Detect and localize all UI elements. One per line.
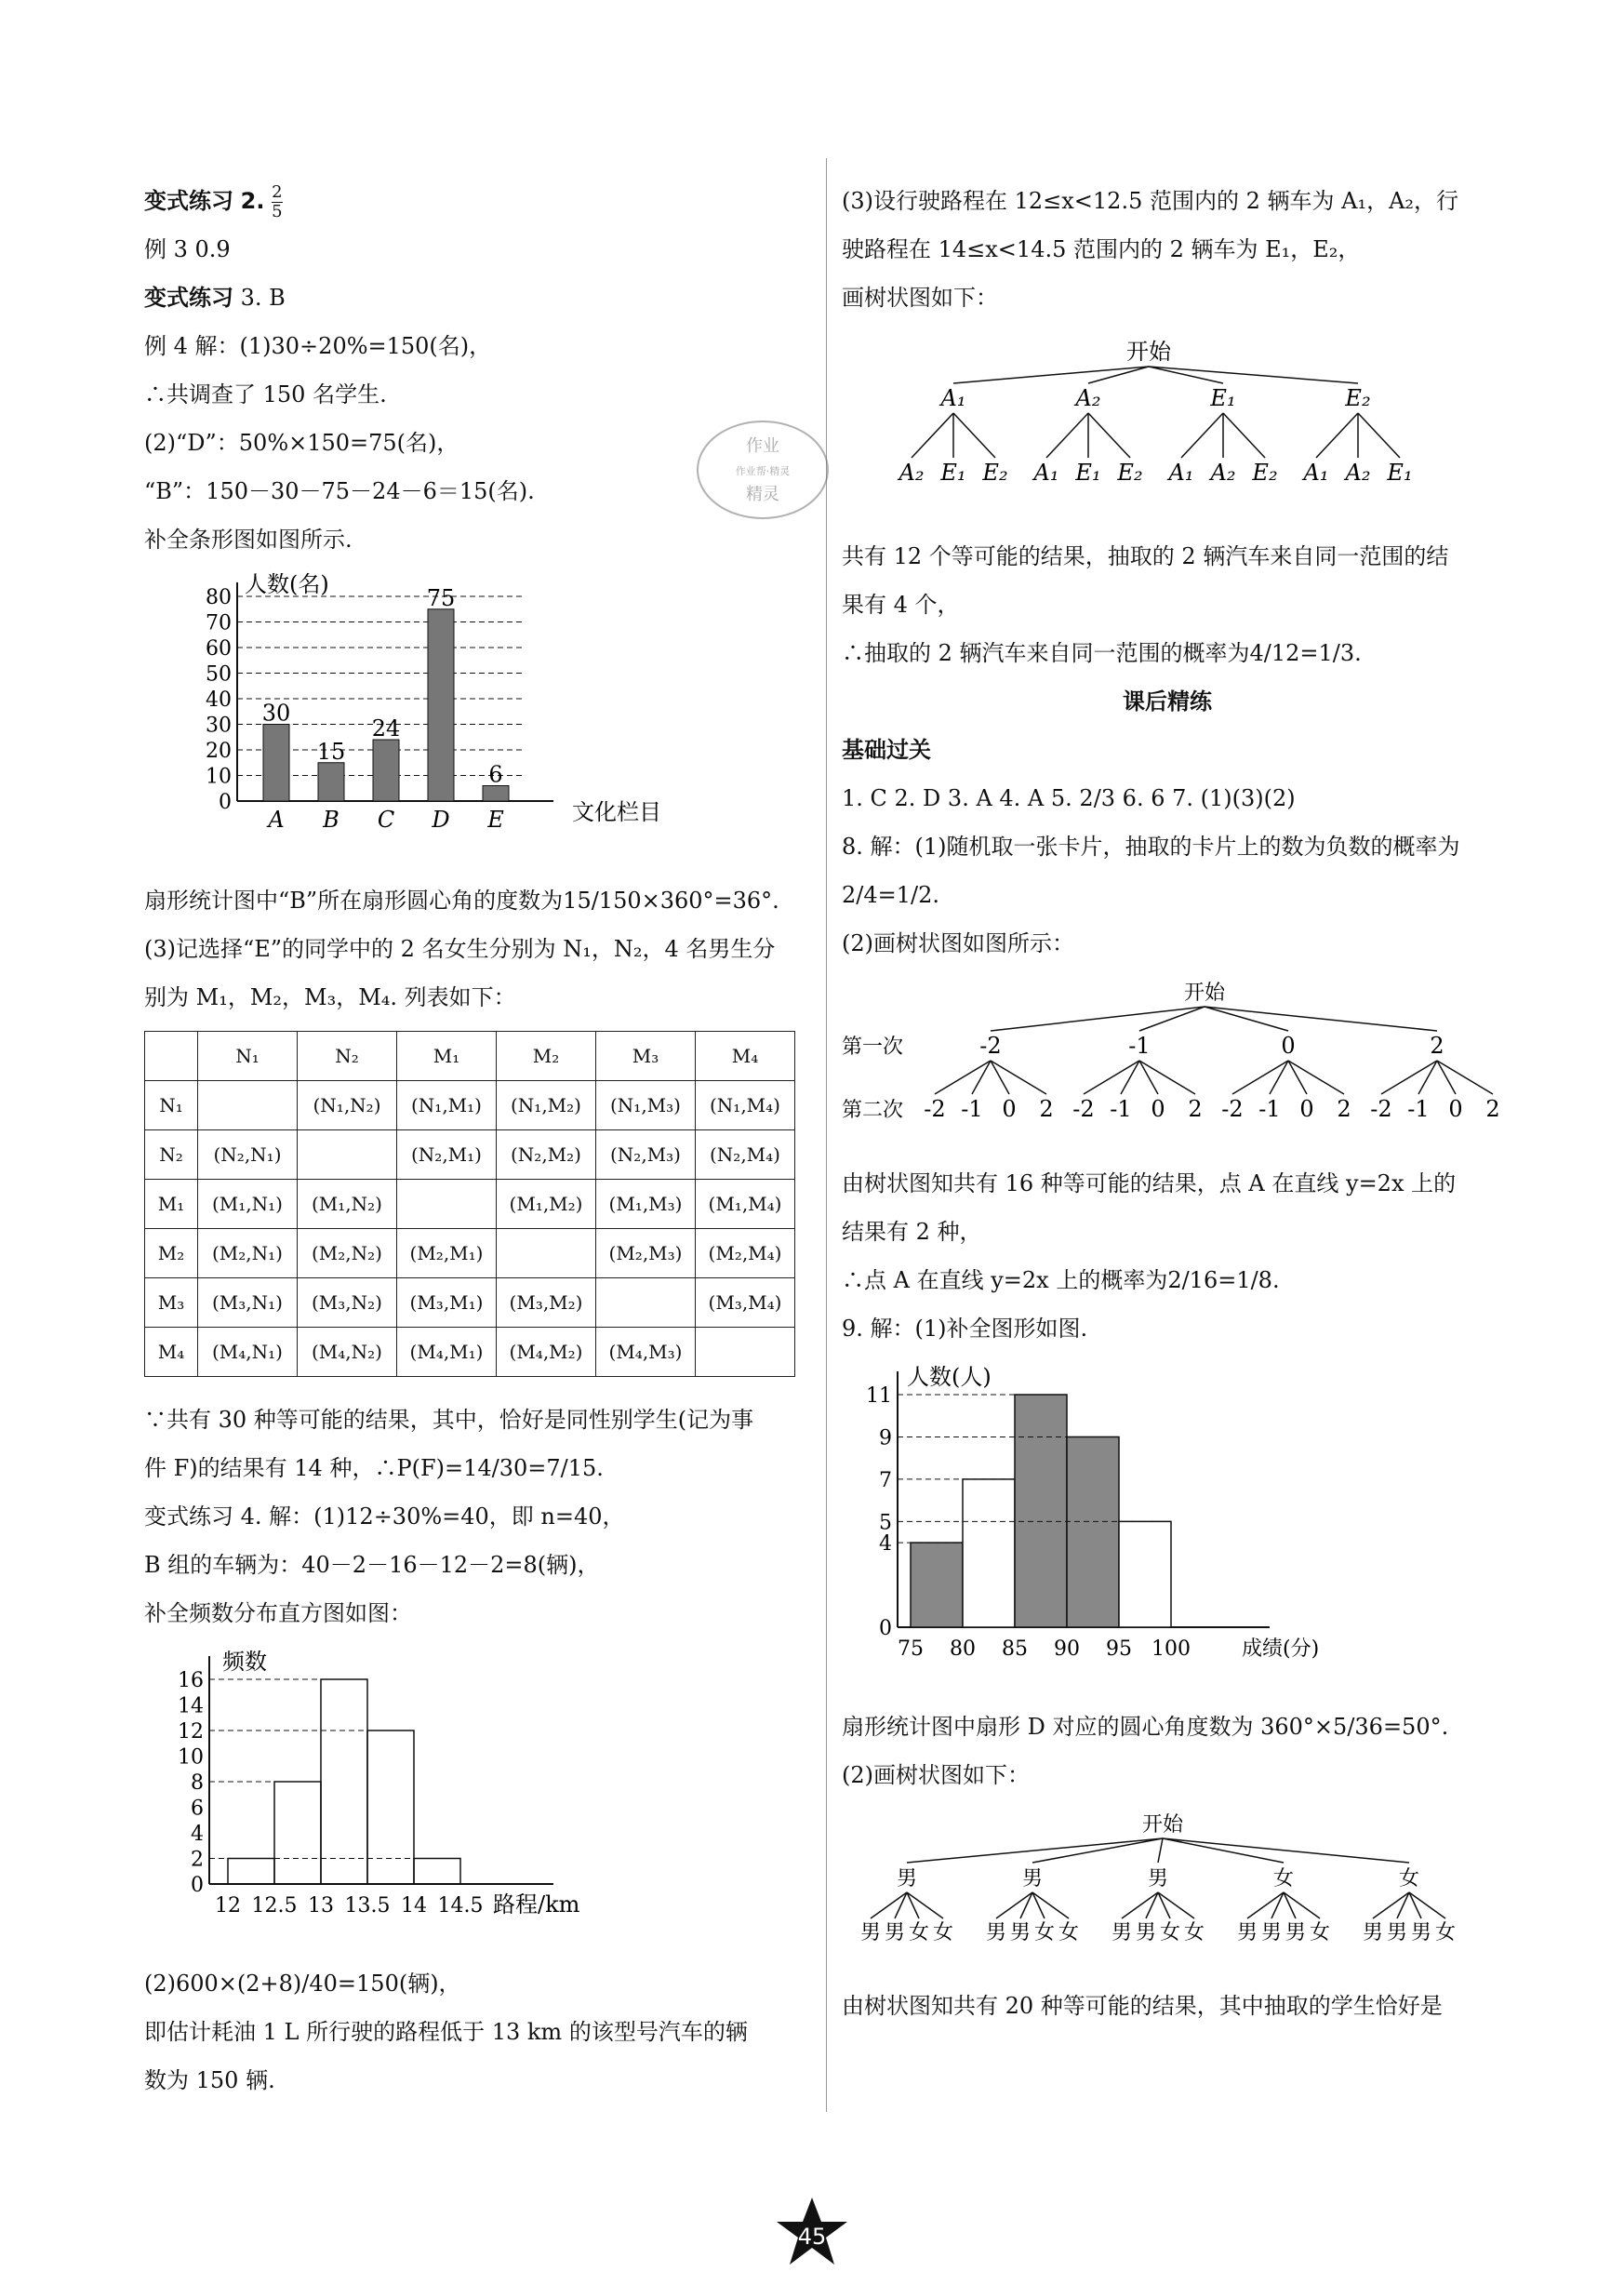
tree-leaf: 0 — [1299, 1096, 1314, 1122]
tree-root: 开始 — [1126, 339, 1171, 365]
y-tick-label: 16 — [178, 1669, 204, 1692]
table-row — [145, 1130, 795, 1180]
tree-branch — [935, 1061, 991, 1094]
tree-node: 女 — [1272, 1867, 1295, 1891]
data-label: 15 — [316, 738, 346, 765]
bar — [483, 786, 509, 802]
y-tick-label: 5 — [879, 1511, 892, 1535]
tree-branch — [1232, 1061, 1288, 1094]
tree-leaf: 男 — [1362, 1921, 1384, 1944]
line: 由树状图知共有 20 种等可能的结果，其中抽取的学生恰好是 — [842, 1993, 1443, 2019]
line: 扇形统计图中“B”所在扇形圆心角的度数为15/150×360°=36°. — [144, 888, 779, 914]
y-tick-label: 50 — [206, 662, 232, 687]
table-cell: (M₄,M₁) — [397, 1328, 497, 1377]
tree-leaf: 0 — [1448, 1096, 1463, 1122]
y-tick-label: 0 — [191, 1874, 204, 1897]
tree-leaf: 2 — [1039, 1096, 1054, 1122]
tree-leaf: 男 — [1410, 1921, 1432, 1944]
table-cell: (M₂,M₁) — [397, 1229, 497, 1278]
tree-node: E₁ — [1210, 385, 1236, 411]
tree-branch — [1205, 1007, 1437, 1031]
table-cell: N₂ — [298, 1032, 397, 1081]
line: 数为 150 辆. — [144, 2067, 275, 2093]
tree-diagram-cards — [842, 977, 1500, 1126]
tree-branch — [1149, 367, 1358, 383]
bar — [373, 740, 399, 801]
tree-leaf: 女 — [1058, 1921, 1080, 1944]
tree-leaf: 女 — [1183, 1921, 1205, 1944]
tree-node: A₂ — [1075, 385, 1101, 411]
bar — [963, 1479, 1015, 1627]
tree-node: 男 — [1147, 1867, 1169, 1891]
y-tick-label: 0 — [879, 1617, 892, 1640]
x-tick-label: 14.5 — [437, 1894, 484, 1918]
x-tick-label: E — [487, 807, 504, 833]
y-tick-label: 7 — [879, 1468, 892, 1492]
tree-branch — [1158, 1838, 1163, 1863]
tree-leaf: 男 — [884, 1921, 906, 1944]
tree-branch — [1163, 1838, 1284, 1863]
bar — [228, 1859, 274, 1885]
tree-branch — [1088, 413, 1130, 458]
tree-node: 0 — [1281, 1033, 1296, 1059]
label: 变式练习 — [144, 285, 233, 311]
tree-leaf: 2 — [1485, 1096, 1500, 1122]
x-tick-label: 100 — [1151, 1637, 1191, 1661]
y-tick-label: 40 — [206, 688, 232, 712]
tree-node: E₂ — [1345, 385, 1371, 411]
line: 9. 解：(1)补全图形如图. — [842, 1316, 1088, 1342]
x-axis-label: 文化栏目 — [572, 799, 661, 825]
x-tick-label: 90 — [1054, 1637, 1080, 1661]
table-cell — [497, 1229, 596, 1278]
tree-leaf: A₂ — [899, 460, 925, 486]
tree-leaf: A₁ — [1168, 460, 1194, 486]
table-row — [145, 1180, 795, 1229]
tree-node: -2 — [979, 1033, 1002, 1059]
bar — [911, 1543, 963, 1627]
tree-leaf: A₁ — [1303, 460, 1329, 486]
y-axis-label: 频数 — [222, 1649, 267, 1675]
table-cell: N₁ — [145, 1081, 198, 1130]
tree-node: 2 — [1430, 1033, 1444, 1059]
tree-node: 男 — [1021, 1867, 1044, 1891]
table-cell: (M₃,N₁) — [198, 1278, 298, 1328]
tree-leaf: E₂ — [1117, 460, 1143, 486]
line: 8. 解：(1)随机取一张卡片，抽取的卡片上的数为负数的概率为 — [842, 834, 1460, 860]
tree-leaf: E₂ — [1252, 460, 1278, 486]
tree-leaf: 女 — [1033, 1921, 1056, 1944]
tree-leaf: A₂ — [1345, 460, 1371, 486]
tree-branch — [912, 413, 953, 458]
tree-diagram-students — [842, 1809, 1484, 1948]
tree-branch — [1139, 1061, 1195, 1094]
x-tick-label: 14 — [401, 1894, 427, 1918]
tree-node: 女 — [1398, 1867, 1420, 1891]
tree-node: 男 — [896, 1867, 918, 1891]
tree-leaf: -2 — [1221, 1096, 1244, 1122]
row-label: 第一次 — [842, 1036, 904, 1059]
bar — [274, 1782, 321, 1884]
table-cell: (M₂,M₄) — [696, 1229, 795, 1278]
table-cell: (M₃,M₂) — [497, 1278, 596, 1328]
bar — [367, 1730, 414, 1884]
line: 扇形统计图中扇形 D 对应的圆心角度数为 360°×5/36=50°. — [842, 1714, 1449, 1740]
table-cell — [696, 1328, 795, 1377]
tree-leaf: 0 — [1151, 1096, 1165, 1122]
y-tick-label: 11 — [866, 1384, 892, 1408]
stamp-text: 作业帮·精灵 — [735, 465, 791, 477]
tree-leaf: 女 — [1159, 1921, 1181, 1944]
bar — [321, 1679, 367, 1884]
data-label: 6 — [488, 761, 503, 788]
tree-leaf: -2 — [924, 1096, 946, 1122]
tree-leaf: 男 — [1135, 1921, 1157, 1944]
y-tick-label: 20 — [206, 740, 232, 763]
table-cell: (M₃,M₁) — [397, 1278, 497, 1328]
table-cell: (N₂,M₁) — [397, 1130, 497, 1180]
x-tick-label: 13.5 — [344, 1894, 391, 1918]
watermark-stamp — [693, 414, 832, 526]
line — [144, 274, 795, 322]
tree-leaf: 男 — [1260, 1921, 1283, 1944]
table-cell — [145, 1032, 198, 1081]
tree-leaf: 2 — [1337, 1096, 1351, 1122]
outcome-table — [144, 1031, 795, 1377]
table-cell: M₁ — [397, 1032, 497, 1081]
x-tick-label: 80 — [950, 1637, 976, 1661]
table-cell: (N₁,M₃) — [596, 1081, 696, 1130]
line: 变式练习 4. 解：(1)12÷30%=40，即 n=40， — [144, 1503, 625, 1530]
table-cell: (M₄,N₂) — [298, 1328, 397, 1377]
tree-leaf: -1 — [1258, 1096, 1281, 1122]
table-row — [145, 1081, 795, 1130]
y-tick-label: 9 — [879, 1426, 892, 1450]
tree-branch — [1316, 413, 1358, 458]
bar-chart-culture — [144, 573, 665, 843]
line: 驶路程在 14≤x<14.5 范围内的 2 辆车为 E₁，E₂， — [842, 236, 1361, 262]
answer: 2. — [240, 188, 265, 214]
line: 补全条形图如图所示. — [144, 527, 353, 553]
tree-leaf: 2 — [1188, 1096, 1203, 1122]
table-cell: (N₁,M₄) — [696, 1081, 795, 1130]
tree-leaf: 女 — [1434, 1921, 1457, 1944]
tree-leaf: 女 — [908, 1921, 930, 1944]
tree-branch — [1084, 1061, 1139, 1094]
table-cell: M₄ — [145, 1328, 198, 1377]
tree-leaf: 男 — [985, 1921, 1007, 1944]
tree-leaf: E₁ — [1387, 460, 1413, 486]
line: 结果有 2 种， — [842, 1219, 982, 1245]
bar — [1067, 1436, 1119, 1627]
table-cell: (M₃,N₂) — [298, 1278, 397, 1328]
table-cell — [198, 1081, 298, 1130]
x-tick-label: C — [377, 807, 395, 833]
y-axis-label: 人数(名) — [245, 571, 329, 597]
table-cell: (N₁,N₂) — [298, 1081, 397, 1130]
subsection-title: 基础过关 — [842, 737, 931, 763]
tree-branch — [1032, 1838, 1163, 1863]
tree-leaf: 女 — [932, 1921, 954, 1944]
table-cell: M₃ — [596, 1032, 696, 1081]
tree-branch — [953, 413, 995, 458]
tree-leaf: -2 — [1072, 1096, 1095, 1122]
tree-branch — [1437, 1061, 1493, 1094]
label: 变式练习 — [144, 188, 233, 214]
table-cell: M₁ — [145, 1180, 198, 1229]
section-title: 课后精练 — [1123, 688, 1212, 715]
line: 1. C 2. D 3. A 4. A 5. 2/3 6. 6 7. (1)(3)(2) — [842, 785, 1296, 811]
y-tick-label: 70 — [206, 611, 232, 635]
line: ∴点 A 在直线 y=2x 上的概率为2/16=1/8. — [842, 1267, 1280, 1293]
x-tick-label: 13 — [308, 1894, 334, 1918]
x-tick-label: 75 — [898, 1637, 924, 1661]
tree-diagram-cars — [842, 331, 1474, 499]
line: B 组的车辆为：40－2－16－12－2=8(辆)， — [144, 1552, 600, 1578]
table-cell: M₃ — [145, 1278, 198, 1328]
tree-leaf: E₁ — [940, 460, 966, 486]
tree-leaf: 男 — [859, 1921, 882, 1944]
line: (2)600×(2+8)/40=150(辆)， — [144, 1971, 461, 1997]
y-tick-label: 60 — [206, 637, 232, 661]
table-cell: (M₁,N₁) — [198, 1180, 298, 1229]
row-label: 第二次 — [842, 1099, 904, 1122]
table-cell: (N₂,M₄) — [696, 1130, 795, 1180]
tree-branch — [1358, 413, 1400, 458]
x-tick-label: A — [268, 807, 285, 833]
bar — [1119, 1521, 1171, 1627]
tree-leaf: A₁ — [1033, 460, 1059, 486]
tree-branch — [1205, 1007, 1288, 1031]
table-cell: (M₃,M₄) — [696, 1278, 795, 1328]
table-cell: (M₁,M₂) — [497, 1180, 596, 1229]
line: 补全频数分布直方图如图： — [144, 1600, 412, 1626]
table-cell: (M₁,M₃) — [596, 1180, 696, 1229]
table-cell: (M₄,M₂) — [497, 1328, 596, 1377]
table-cell: M₂ — [497, 1032, 596, 1081]
table-cell: (N₂,M₃) — [596, 1130, 696, 1180]
table-cell: M₂ — [145, 1229, 198, 1278]
line: ∴抽取的 2 辆汽车来自同一范围的概率为4/12=1/3. — [842, 640, 1362, 666]
table-cell — [596, 1278, 696, 1328]
tree-branch — [1288, 1061, 1344, 1094]
y-tick-label: 8 — [191, 1771, 204, 1795]
line: 即估计耗油 1 L 所行驶的路程低于 13 km 的该型号汽车的辆 — [144, 2019, 748, 2045]
bar — [1015, 1395, 1067, 1627]
line: (3)记选择“E”的同学中的 2 名女生分别为 N₁，N₂，4 名男生分 — [144, 936, 776, 962]
fraction: $\frac{2}{5}$ — [272, 182, 283, 221]
table-cell: (N₂,M₂) — [497, 1130, 596, 1180]
y-tick-label: 10 — [206, 765, 232, 789]
y-tick-label: 0 — [219, 791, 232, 814]
table-cell: (M₄,N₁) — [198, 1328, 298, 1377]
tree-root: 开始 — [1141, 1813, 1184, 1837]
stamp-text: 作业 — [746, 436, 779, 456]
tree-leaf: E₁ — [1075, 460, 1101, 486]
tree-branch — [1163, 1838, 1409, 1863]
table-cell — [397, 1180, 497, 1229]
tree-branch — [1046, 413, 1088, 458]
table-row — [145, 1328, 795, 1377]
table-cell: (N₁,M₂) — [497, 1081, 596, 1130]
table-cell: (M₂,M₃) — [596, 1229, 696, 1278]
line: 别为 M₁，M₂，M₃，M₄. 列表如下： — [144, 984, 516, 1010]
x-axis-label: 路程/km — [493, 1891, 580, 1918]
table-cell: (N₂,N₁) — [198, 1130, 298, 1180]
bar — [414, 1859, 460, 1885]
data-label: 24 — [371, 715, 401, 742]
table-cell — [298, 1130, 397, 1180]
tree-leaf: 女 — [1309, 1921, 1331, 1944]
line: “B”：150－30－75－24－6＝15(名). — [144, 478, 535, 504]
tree-leaf: -1 — [1407, 1096, 1430, 1122]
y-tick-label: 4 — [191, 1823, 204, 1846]
tree-branch — [1381, 1061, 1437, 1094]
page-number-badge — [775, 2196, 849, 2270]
tree-leaf: -2 — [1370, 1096, 1392, 1122]
table-cell: N₁ — [198, 1032, 298, 1081]
tree-leaf: 男 — [1236, 1921, 1258, 1944]
x-axis-label: 成绩(分) — [1242, 1637, 1320, 1661]
table-cell: (M₄,M₃) — [596, 1328, 696, 1377]
table-cell: M₄ — [696, 1032, 795, 1081]
stamp-text: 精灵 — [746, 485, 779, 504]
bar — [428, 609, 454, 801]
tree-branch — [1223, 413, 1265, 458]
tree-branch — [991, 1061, 1046, 1094]
line: 件 F)的结果有 14 种，∴P(F)=14/30=7/15. — [144, 1455, 604, 1481]
y-tick-label: 4 — [879, 1532, 892, 1557]
x-tick-label: D — [432, 807, 450, 833]
line: ∵共有 30 种等可能的结果，其中，恰好是同性别学生(记为事 — [144, 1407, 754, 1433]
tree-leaf: -1 — [961, 1096, 983, 1122]
tree-leaf: A₂ — [1210, 460, 1236, 486]
table-cell: (M₂,N₁) — [198, 1229, 298, 1278]
x-tick-label: 85 — [1002, 1637, 1028, 1661]
table-cell: N₂ — [145, 1130, 198, 1180]
line: 画树状图如下： — [842, 285, 998, 311]
tree-leaf: 男 — [1111, 1921, 1133, 1944]
histogram-scores — [842, 1362, 1363, 1669]
page-number: 45 — [797, 2224, 827, 2250]
table-cell: (M₁,M₄) — [696, 1180, 795, 1229]
line: 由树状图知共有 16 种等可能的结果，点 A 在直线 y=2x 上的 — [842, 1170, 1457, 1196]
tree-leaf: 男 — [1009, 1921, 1032, 1944]
tree-leaf: 0 — [1002, 1096, 1017, 1122]
line: (3)设行驶路程在 12≤x<12.5 范围内的 2 辆车为 A₁，A₂，行 — [842, 188, 1459, 214]
y-tick-label: 12 — [178, 1720, 204, 1744]
histogram-distance — [144, 1647, 665, 1926]
line: 例 4 解：(1)30÷20%=150(名)， — [144, 333, 492, 359]
table-cell: (N₁,M₁) — [397, 1081, 497, 1130]
line: ∴共调查了 150 名学生. — [144, 381, 387, 408]
y-tick-label: 6 — [191, 1797, 204, 1821]
x-tick-label: 12.5 — [251, 1894, 298, 1918]
x-tick-label: 12 — [215, 1894, 241, 1918]
answer: 3. B — [240, 285, 286, 311]
y-tick-label: 10 — [178, 1745, 204, 1770]
line: (2)“D”：50%×150=75(名)， — [144, 430, 459, 456]
y-axis-label: 人数(人) — [907, 1364, 992, 1390]
right-column — [842, 177, 1500, 2030]
table-row — [145, 1229, 795, 1278]
table-header-row — [145, 1032, 795, 1081]
tree-branch — [1181, 413, 1223, 458]
x-tick-label: B — [323, 807, 339, 833]
x-tick-label: 95 — [1106, 1637, 1132, 1661]
tree-branch — [907, 1838, 1163, 1863]
line: 例 3 0.9 — [144, 236, 231, 262]
data-label: 75 — [426, 584, 456, 611]
tree-leaf: 男 — [1285, 1921, 1307, 1944]
line: 共有 12 个等可能的结果，抽取的 2 辆汽车来自同一范围的结 — [842, 543, 1449, 569]
bar — [263, 725, 289, 802]
table-cell: (M₂,N₂) — [298, 1229, 397, 1278]
tree-leaf: 男 — [1386, 1921, 1408, 1944]
tree-root: 开始 — [1183, 982, 1226, 1005]
y-tick-label: 2 — [191, 1848, 204, 1872]
y-tick-label: 30 — [206, 714, 232, 738]
y-tick-label: 80 — [206, 586, 232, 609]
tree-leaf: E₂ — [982, 460, 1008, 486]
y-tick-label: 14 — [178, 1694, 204, 1718]
tree-leaf: -1 — [1110, 1096, 1132, 1122]
line: 2/4=1/2. — [842, 882, 939, 908]
tree-node: -1 — [1128, 1033, 1151, 1059]
tree-node: A₁ — [940, 385, 966, 411]
data-label: 30 — [261, 700, 291, 727]
line: (2)画树状图如下： — [842, 1762, 1030, 1788]
table-cell: (M₁,N₂) — [298, 1180, 397, 1229]
line — [144, 177, 795, 225]
bar — [318, 763, 344, 801]
line: 果有 4 个， — [842, 592, 960, 618]
table-row — [145, 1278, 795, 1328]
line: (2)画树状图如图所示： — [842, 930, 1074, 956]
